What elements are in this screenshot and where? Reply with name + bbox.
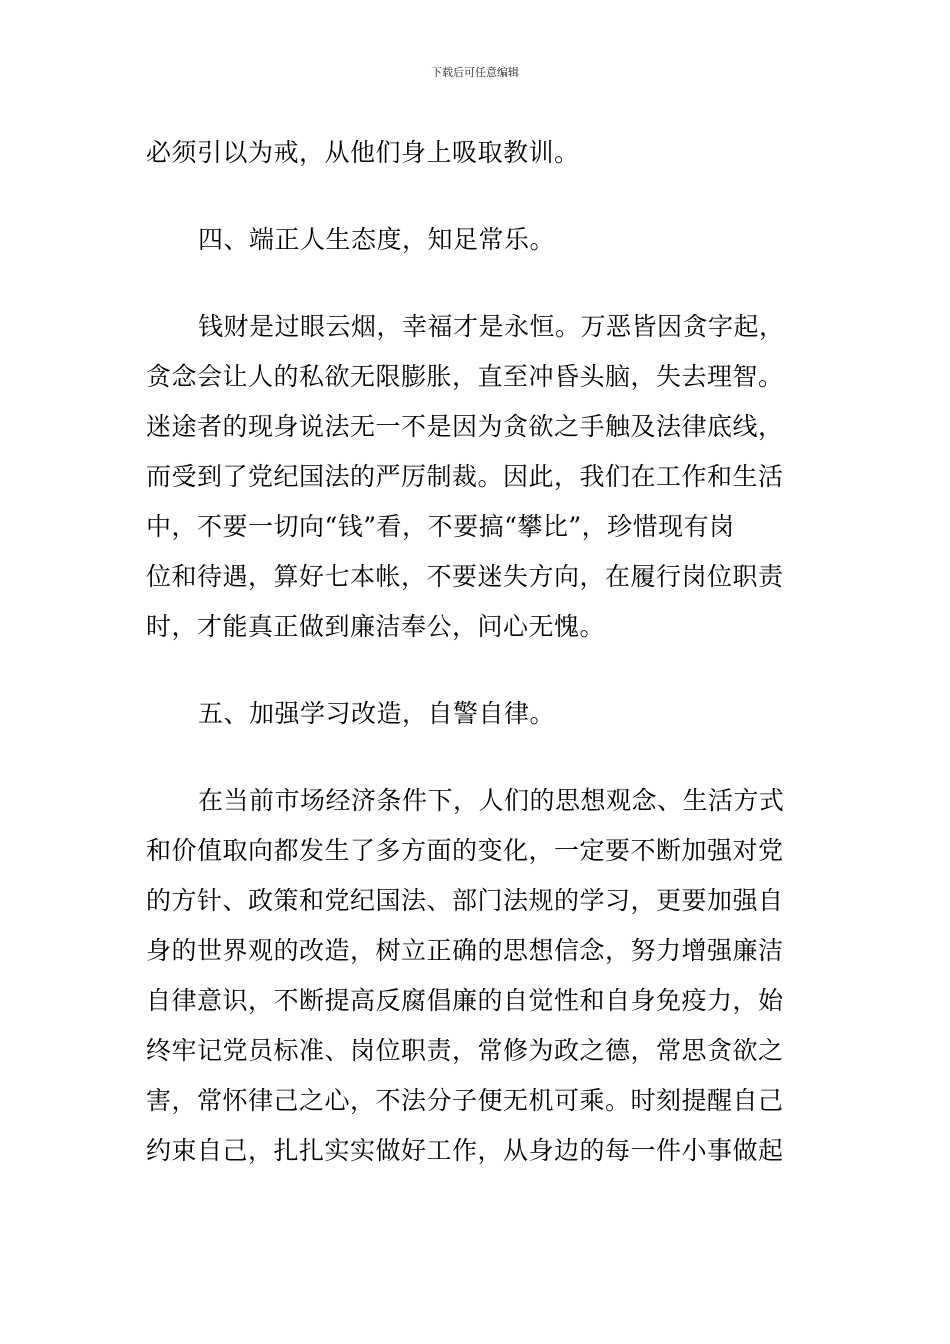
document-body	[146, 128, 806, 1176]
paragraph-line: 身的世界观的改造，树立正确的思想信念，努力增强廉洁	[146, 936, 784, 965]
paragraph-line: 贪念会让人的私欲无限膨胀，直至冲昏头脑，失去理智。	[146, 362, 784, 391]
paragraph-line: 的方针、政策和党纪国法、部门法规的学习，更要加强自	[146, 886, 784, 915]
paragraph-line: 和价值取向都发生了多方面的变化，一定要不断加强对党	[146, 836, 784, 865]
paragraph-line: 中，不要一切向“钱”看，不要搞“攀比”，珍惜现有岗	[146, 512, 735, 541]
section-heading-5: 五、加强学习改造，自警自律。	[198, 699, 556, 728]
paragraph-line: 终牢记党员标准、岗位职责，常修为政之德，常思贪欲之	[146, 1036, 784, 1065]
page-header: 下载后可任意编辑	[431, 66, 519, 79]
paragraph-line: 在当前市场经济条件下，人们的思想观念、生活方式	[198, 786, 785, 815]
paragraph-line: 位和待遇，算好七本帐，不要迷失方向，在履行岗位职责	[146, 562, 784, 591]
paragraph-line: 必须引以为戒，从他们身上吸取教训。	[146, 138, 580, 167]
paragraph-line: 约束自己，扎扎实实做好工作，从身边的每一件小事做起	[146, 1136, 784, 1165]
paragraph-line: 自律意识，不断提高反腐倡廉的自觉性和自身免疫力，始	[146, 986, 784, 1015]
paragraph-line: 而受到了党纪国法的严厉制裁。因此，我们在工作和生活	[146, 462, 784, 491]
section-heading-4: 四、端正人生态度，知足常乐。	[198, 225, 556, 254]
paragraph-line: 时，才能真正做到廉洁奉公，问心无愧。	[146, 612, 606, 641]
paragraph-line: 钱财是过眼云烟，幸福才是永恒。万恶皆因贪字起，	[198, 312, 785, 341]
paragraph-line: 迷途者的现身说法无一不是因为贪欲之手触及法律底线，	[146, 412, 784, 441]
paragraph-line: 害，常怀律己之心，不法分子便无机可乘。时刻提醒自己	[146, 1086, 784, 1115]
